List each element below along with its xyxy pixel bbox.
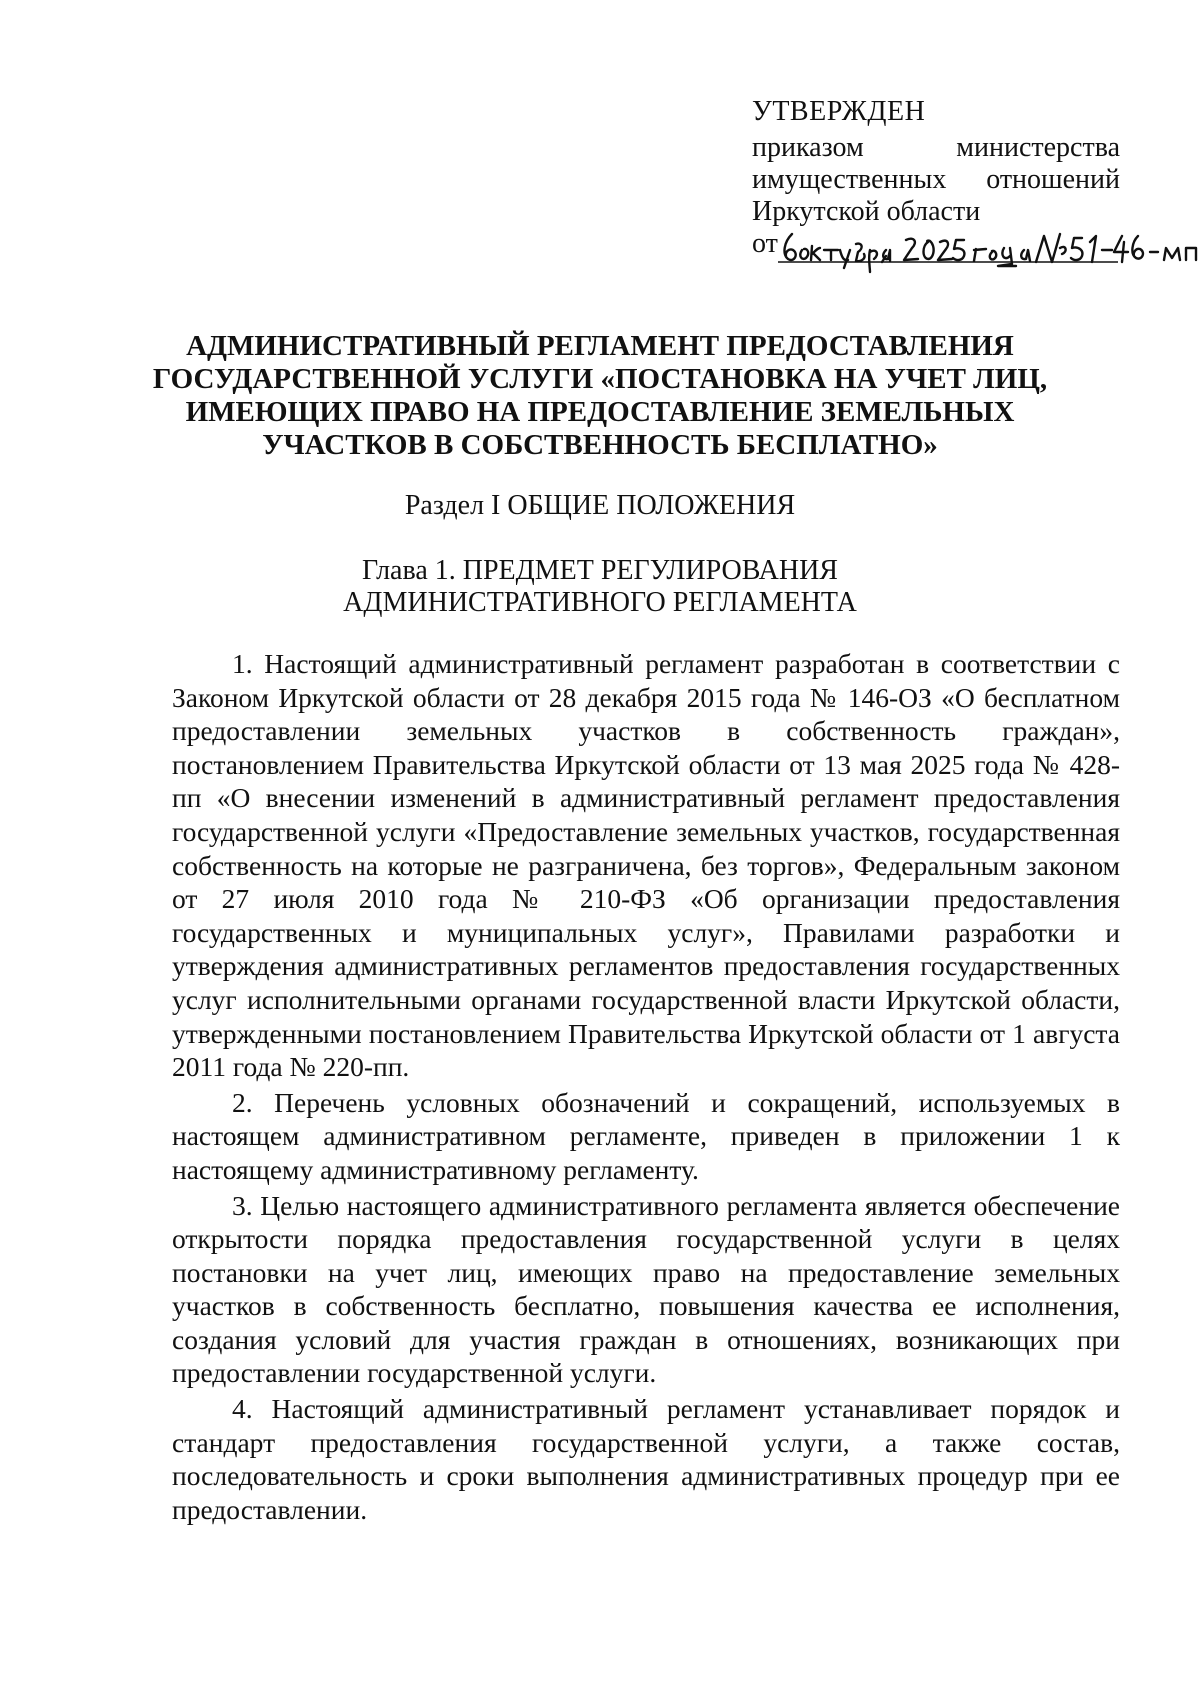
approval-block (752, 96, 1120, 260)
approval-line-order: приказом министерства (752, 132, 1120, 163)
paragraph-3: 3. Целью настоящего административного регламента является обеспечение открытости порядка предоставления государственной услуги в целях постановки на учет лиц, имеющих право на предоставление земельных участков в собственность бесплатно, повышения качества ее исполнения, создания условий для участия граждан в отношениях, возникающих при предоставлении государственной услуги. (172, 1189, 1120, 1389)
document-title: АДМИНИСТРАТИВНЫЙ РЕГЛАМЕНТ ПРЕДОСТАВЛЕНИЯ ГОСУДАРСТВЕННОЙ УСЛУГИ «ПОСТАНОВКА НА УЧЕТ ЛИЦ, ИМЕЮЩИХ ПРАВО НА ПРЕДОСТАВЛЕНИЕ ЗЕМЕЛЬНЫХ УЧАСТКОВ В СОБСТВЕННОСТЬ БЕСПЛАТНО» (152, 330, 1048, 461)
section-title: Раздел I ОБЩИЕ ПОЛОЖЕНИЯ (404, 490, 796, 521)
paragraph-1: 1. Настоящий административный регламент разработан в соответствии с Законом Иркутской области от 28 декабря 2015 года № 146-ОЗ «О бесплатном предоставлении земельных участков в собственность граждан», постановлением Правительства Иркутской области от 13 мая 2025 года № 428-пп «О внесении изменений в административный регламент предоставления государственной услуги «Предоставление земельных участков, государственная собственность на которые не разграничена, без торгов», Федеральным законом от 27 июля 2010 года № 210-ФЗ «Об организации предоставления государственных и муниципальных услуг», Правилами разработки и утверждения административных регламентов предоставления государственных услуг исполнительными органами государственной власти Иркутской области, утвержденными постановлением Правительства Иркутской области от 1 августа 2011 года № 220-пп. (172, 648, 1120, 1083)
chapter-title: Глава 1. ПРЕДМЕТ РЕГУЛИРОВАНИЯ АДМИНИСТРАТИВНОГО РЕГЛАМЕНТА (343, 555, 857, 618)
approval-date-prefix: от (752, 228, 778, 259)
approval-date-line (752, 228, 1120, 260)
approval-title: УТВЕРЖДЕН (752, 96, 926, 127)
body-text (172, 647, 1120, 1526)
paragraph-4: 4. Настоящий административный регламент устанавливает порядок и стандарт предоставления государственной услуги, а также состав, последовательность и сроки выполнения административных процедур при ее предоставлении. (172, 1393, 1120, 1525)
approval-line-ministry: имущественных отношений (752, 164, 1120, 195)
handwritten-date-holder (778, 228, 1138, 260)
approval-line-region: Иркутской области (752, 196, 981, 227)
paragraph-2: 2. Перечень условных обозначений и сокращений, используемых в настоящем административном регламенте, приведен в приложении 1 к настоящему административному регламенту. (172, 1086, 1120, 1185)
handwritten-date-signature (778, 228, 1200, 270)
